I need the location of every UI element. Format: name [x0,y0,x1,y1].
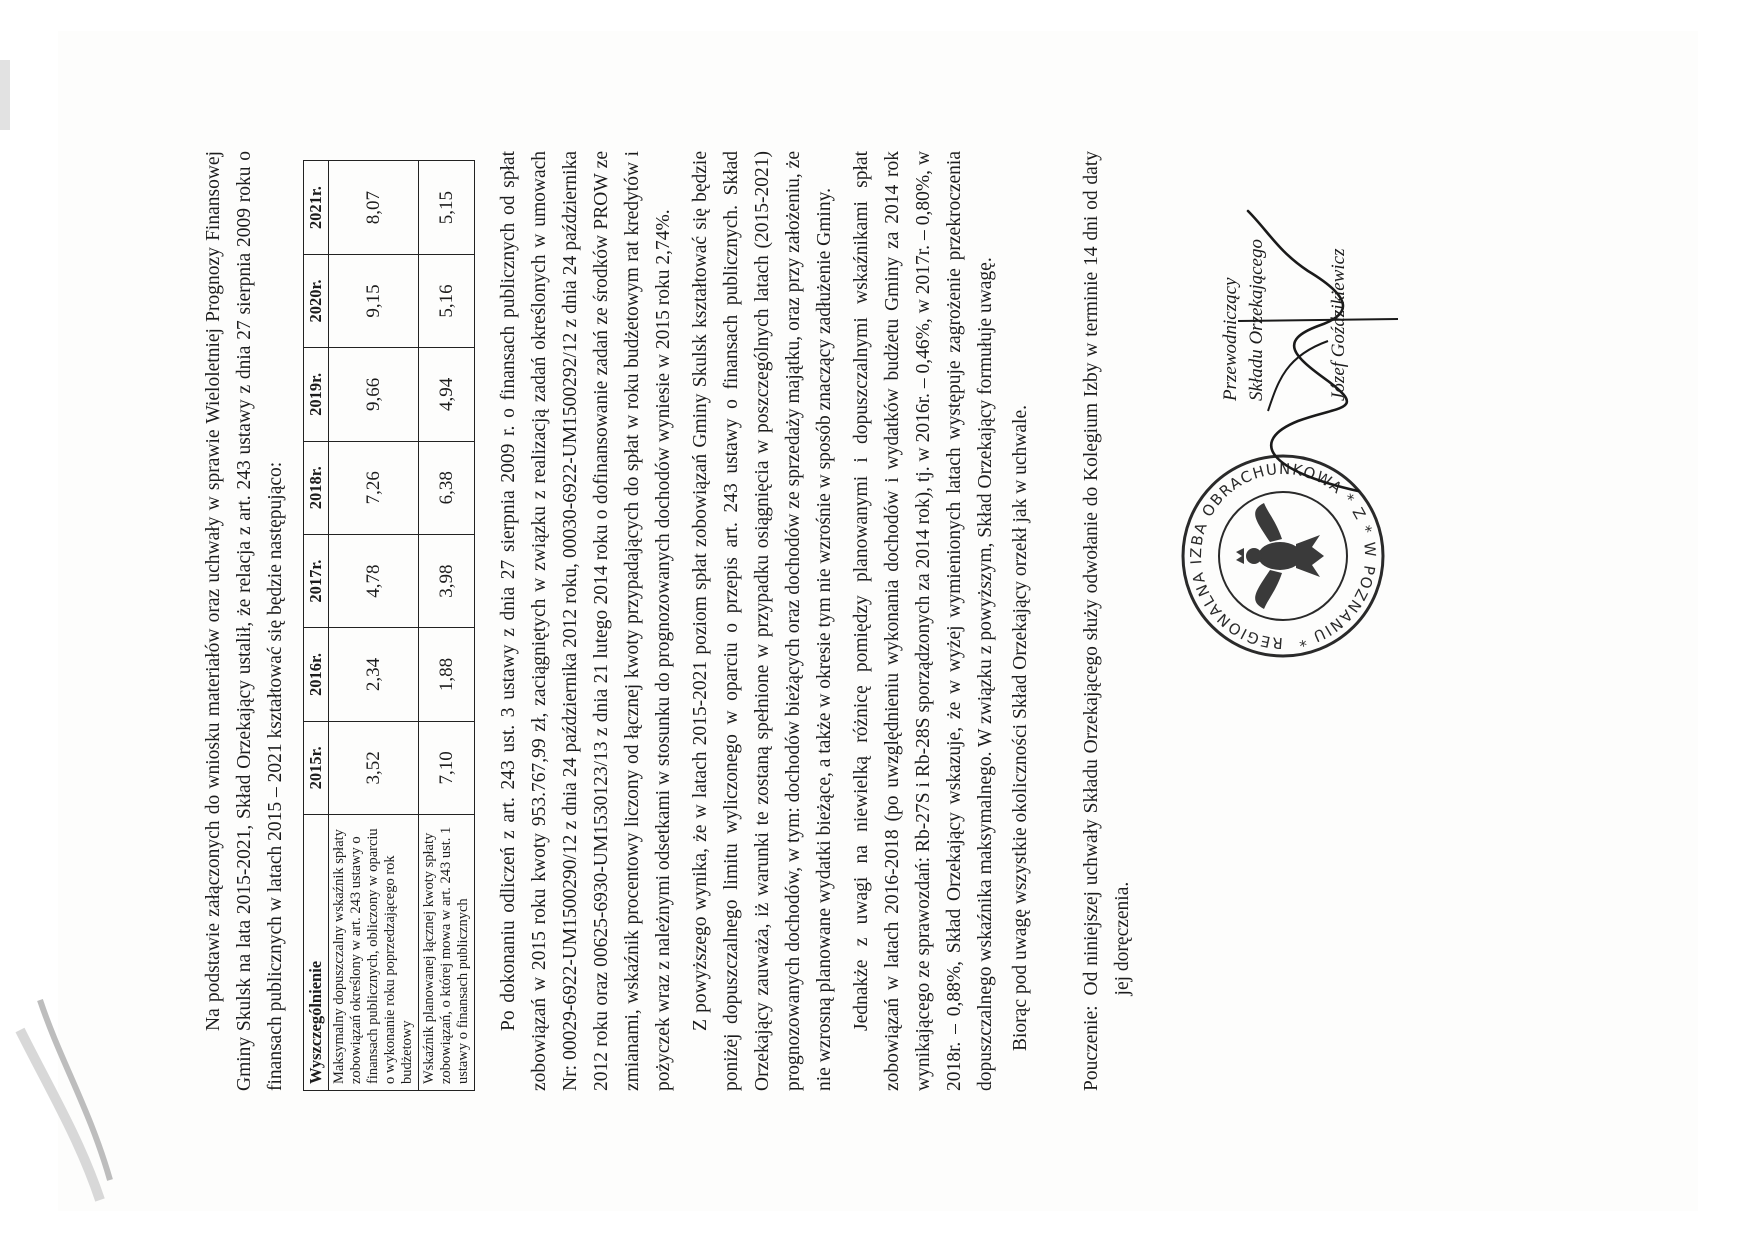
table-cell: 5,16 [418,254,474,347]
table-header-year: 2020r. [303,254,328,347]
table-cell: 7,26 [328,441,418,534]
table-cell: 2,34 [328,628,418,721]
row-label: Wskaźnik planowanej łącznej kwoty spłaty zobowiązań, o której mowa w art. 243 ust. 1 ustawy o finansach publicznych [418,815,474,1091]
table-cell: 1,88 [418,628,474,721]
table-header-year: 2017r. [303,534,328,627]
table-header-year: 2016r. [303,628,328,721]
debt-ratio-table [303,160,475,1091]
signatory-role [1218,239,1270,401]
summary-paragraph: Z powyższego wynika, że w latach 2015-2021 poziom spłat zobowiązań Gminy Skulsk kształtować się będzie poniżej dopuszczalnego limitu wyliczonego w oparciu o przepis art. 243 ustawy o finansach publicznych. Skład Orzekający zauważa, iż warunki te zostaną spełnione w przypadku osiągnięcia w poszczególnych latach (2015-2021) prognozowanych dochodów, w tym: dochodów bieżących oraz dochodów ze sprzedaży majątku, oraz przy założeniu, że nie wzrosną planowane wydatki bieżące, a także w okresie tym nie wzrośnie w sposób znaczący zadłużenie Gminy. [689,151,835,1091]
table-cell: 4,94 [418,348,474,441]
document-page [58,31,1698,1211]
notice-label: Pouczenie: [1080,1005,1102,1091]
table-row [418,161,474,1091]
closing-paragraph: Biorąc pod uwagę wszystkie okoliczności Skład Orzekający orzekł jak w uchwale. [1009,405,1031,1051]
table-cell: 3,98 [418,534,474,627]
row-label: Maksymalny dopuszczalny wskaźnik spłaty zobowiązań określony w art. 243 ustawy o finansach publicznych, obliczony w oparciu o wykonanie roku poprzedzającego rok budżetowy [328,815,418,1091]
table-header-year: 2021r. [303,161,328,254]
table-cell: 8,07 [328,161,418,254]
deductions-paragraph: Po dokonaniu odliczeń z art. 243 ust. 3 ustawy z dnia 27 sierpnia 2009 r. o finansach publicznych od spłat zobowiązań w 2015 roku kwoty 953.767,99 zł, zaciągniętych w związku z realizacją zadań określonych w umowach Nr: 00029-6922-UM1500290/12 z dnia 24 października 2012 roku, 00030-6922-UM1500292/12 z dnia 24 października 2012 roku oraz 00625-6930-UM1530123/13 z dnia 21 lutego 2014 roku o dofinansowanie zadań ze środków PROW ze zmianami, wskaźnik procentowy liczony od łącznej kwoty przypadających do spłat w roku budżetowym rat kredytów i pożyczek wraz z należnymi odsetkami w stosunku do prognozowanych dochodów wyniesie w 2015 roku 2,74%. [497,151,674,1091]
table-header-label: Wyszczególnienie [303,815,328,1091]
signatory-name: Józef Goździkiewicz [1327,248,1349,401]
table-cell: 9,15 [328,254,418,347]
signatory-role-line: Składu Orzekającego [1245,239,1267,401]
table-header-year: 2019r. [303,348,328,441]
table-header-row [303,161,328,1091]
table-cell: 9,66 [328,348,418,441]
seal-text: REGIONALNA IZBA OBRACHUNKOWA * Z * W POZNANIU * [1186,459,1379,653]
table-cell: 4,78 [328,534,418,627]
signature-area [1168,151,1498,1091]
table-cell: 3,52 [328,721,418,814]
signatory-role-line: Przewodniczący [1219,277,1241,401]
appeal-notice [1076,151,1138,1091]
warning-paragraph: Jednakże z uwagi na niewielką różnicę pomiędzy planowanymi i dopuszczalnymi wskaźnikami spłat zobowiązań w latach 2016-2018 (po uwzględnieniu wykonania dochodów i wydatków budżetu Gminy za 2014 rok wynikającego ze sprawozdań: Rb-27S i Rb-28S sporządzonych za 2014 rok), tj. w 2016r. – 0,46%, w 2017r. – 0,80%, w 2018r. – 0,88%, Skład Orzekający wskazuje, że w wyżej wymienionych latach występuje zagrożenie przekroczenia dopuszczalnego wskaźnika maksymalnego. W związku z powyższym, Skład Orzekający formułuje uwagę. [850,151,996,1091]
table-header-year: 2018r. [303,441,328,534]
table-cell: 7,10 [418,721,474,814]
table-header-year: 2015r. [303,721,328,814]
notice-text: Od niniejszej uchwały Składu Orzekającego służy odwołanie do Kolegium Izby w terminie 14 dni od daty jej doręczenia. [1080,151,1133,996]
table-row [328,161,418,1091]
intro-paragraph: Na podstawie załączonych do wniosku materiałów oraz uchwały w sprawie Wieloletniej Prognozy Finansowej Gminy Skulsk na lata 2015-2021, Skład Orzekający ustalił, że relacja z art. 243 ustawy z dnia 27 sierpnia 2009 roku o finansach publicznych w latach 2015 – 2021 kształtować się będzie następująco: [202,151,286,1091]
table-cell: 6,38 [418,441,474,534]
table-cell: 5,15 [418,161,474,254]
